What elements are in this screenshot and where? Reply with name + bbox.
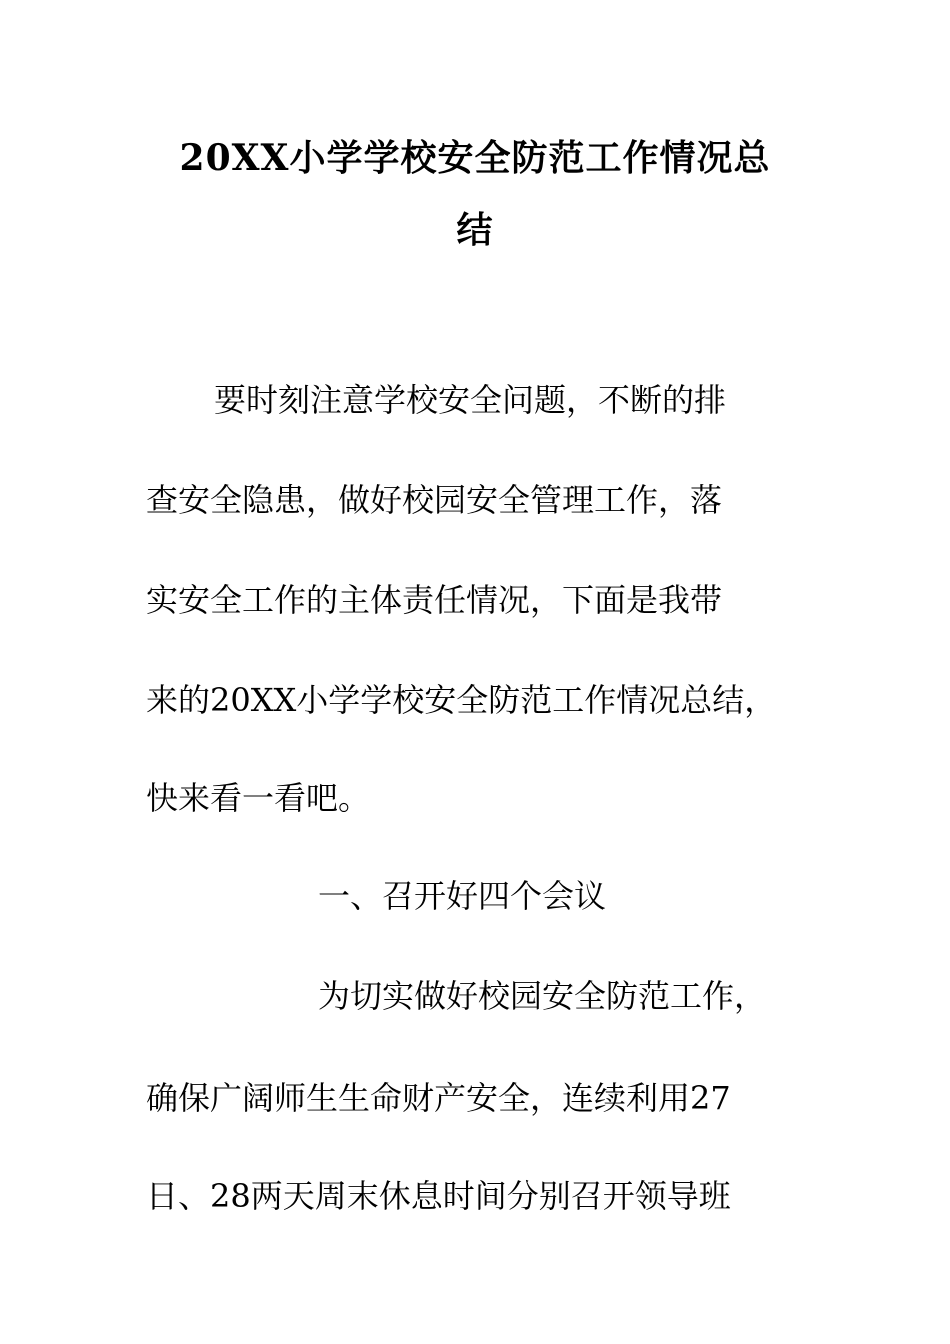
section-heading: 一、召开好四个会议 — [318, 877, 607, 915]
document-title-continued: 结 — [456, 209, 494, 251]
section-paragraph-line: 为切实做好校园安全防范工作， — [318, 977, 767, 1015]
intro-paragraph-line: 查安全隐患，做好校园安全管理工作，落 — [146, 481, 723, 519]
intro-paragraph-line: 来的20XX小学学校安全防范工作情况总结， — [146, 681, 777, 719]
section-paragraph-line: 确保广阔师生生命财产安全，连续利用27 — [146, 1079, 731, 1117]
intro-paragraph-line: 要时刻注意学校安全问题，不断的排 — [214, 381, 727, 419]
intro-paragraph-line: 快来看一看吧。 — [146, 779, 371, 817]
intro-paragraph-line: 实安全工作的主体责任情况，下面是我带 — [146, 581, 723, 619]
section-paragraph-line: 日、28两天周末休息时间分别召开领导班 — [146, 1177, 731, 1215]
document-title: 20XX小学学校安全防范工作情况总 — [179, 137, 771, 179]
